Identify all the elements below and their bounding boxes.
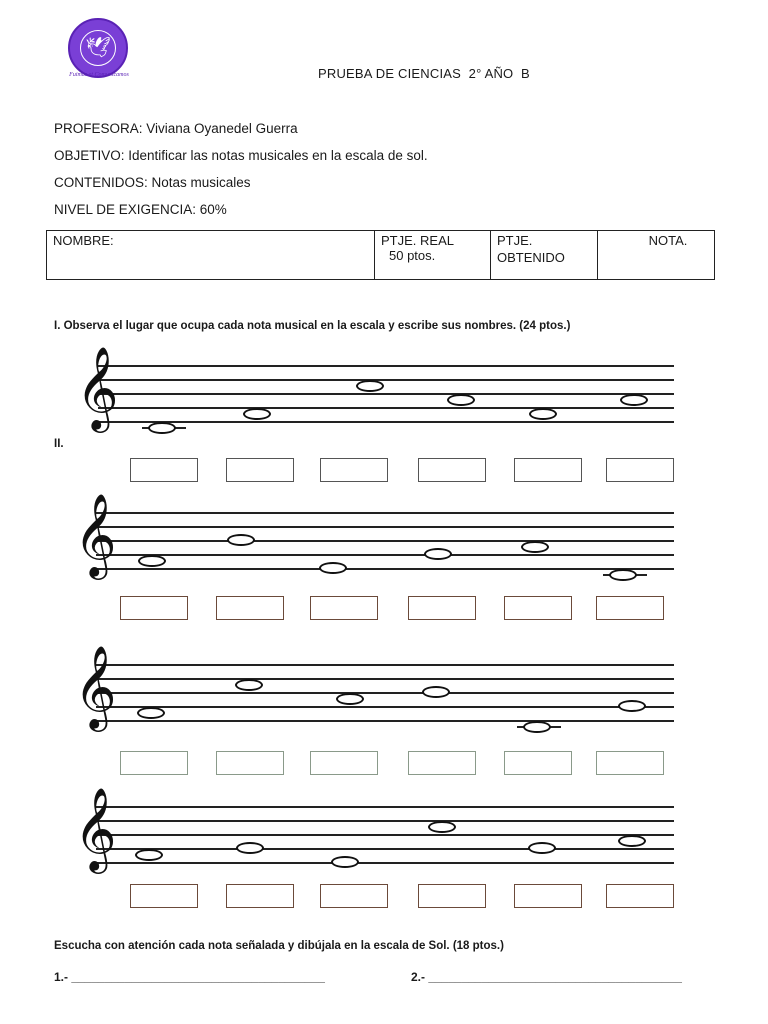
whole-note — [428, 821, 456, 833]
staff-line — [96, 706, 674, 708]
whole-note — [528, 842, 556, 854]
staff-line — [96, 692, 674, 694]
school-logo — [68, 18, 128, 78]
note-answer-box[interactable] — [130, 458, 198, 482]
grade-label: NOTA. — [648, 233, 688, 248]
whole-note — [424, 548, 452, 560]
whole-note — [529, 408, 557, 420]
note-answer-box[interactable] — [320, 458, 388, 482]
note-answer-box[interactable] — [606, 458, 674, 482]
whole-note — [356, 380, 384, 392]
staff-line — [96, 720, 674, 722]
page-title: PRUEBA DE CIENCIAS 2° AÑO B — [318, 66, 530, 81]
whole-note — [618, 700, 646, 712]
staff-line — [96, 568, 674, 570]
whole-note — [447, 394, 475, 406]
whole-note — [336, 693, 364, 705]
note-answer-box[interactable] — [120, 596, 188, 620]
student-info-table — [46, 230, 715, 280]
treble-clef-icon: 𝄞 — [74, 786, 117, 870]
name-cell[interactable] — [47, 231, 375, 280]
whole-note — [135, 849, 163, 861]
note-answer-box[interactable] — [606, 884, 674, 908]
grade-cell[interactable] — [598, 231, 715, 280]
whole-note — [235, 679, 263, 691]
name-label: NOMBRE: — [53, 233, 114, 248]
section-2-instruction: Escucha con atención cada nota señalada y dibújala en la escala de Sol. (18 ptos.) — [54, 940, 504, 952]
whole-note — [148, 422, 176, 434]
treble-clef-icon: 𝄞 — [74, 644, 117, 728]
whole-note — [227, 534, 255, 546]
staff-line — [96, 678, 674, 680]
note-answer-box[interactable] — [418, 884, 486, 908]
section-1-instruction: I. Observa el lugar que ocupa cada nota musical en la escala y escribe sus nombres. (24 ptos.) — [54, 320, 571, 332]
whole-note — [236, 842, 264, 854]
staff-line — [96, 540, 674, 542]
whole-note — [422, 686, 450, 698]
logo-motto: Fuimus et Comunicamos — [69, 72, 129, 78]
whole-note — [243, 408, 271, 420]
real-score-value: 50 ptos. — [389, 248, 436, 263]
staff-line — [98, 393, 674, 395]
note-answer-box[interactable] — [596, 751, 664, 775]
note-answer-box[interactable] — [216, 596, 284, 620]
obtained-score-cell[interactable] — [491, 231, 598, 280]
requirement-line: NIVEL DE EXIGENCIA: 60% — [54, 202, 227, 217]
note-answer-box[interactable] — [310, 751, 378, 775]
note-answer-box[interactable] — [226, 458, 294, 482]
note-answer-box[interactable] — [226, 884, 294, 908]
staff-line — [96, 512, 674, 514]
note-answer-box[interactable] — [514, 458, 582, 482]
staff-line — [98, 421, 674, 423]
note-answer-box[interactable] — [504, 751, 572, 775]
answer-line-1[interactable]: 1.- ______________________________________ — [54, 970, 325, 984]
logo-ring — [80, 30, 116, 66]
note-answer-box[interactable] — [418, 458, 486, 482]
whole-note — [521, 541, 549, 553]
staff-line — [98, 379, 674, 381]
whole-note — [138, 555, 166, 567]
answer-line-2[interactable]: 2.- ______________________________________ — [411, 970, 682, 984]
real-score-cell — [375, 231, 491, 280]
whole-note — [331, 856, 359, 868]
note-answer-box[interactable] — [596, 596, 664, 620]
treble-clef-icon: 𝄞 — [74, 492, 117, 576]
obtained-score-label-2: OBTENIDO — [497, 250, 565, 265]
staff-line — [96, 820, 674, 822]
staff-line — [98, 365, 674, 367]
note-answer-box[interactable] — [320, 884, 388, 908]
staff-line — [96, 806, 674, 808]
section-2-marker: II. — [54, 438, 64, 450]
contents-line: CONTENIDOS: Notas musicales — [54, 175, 251, 190]
whole-note — [620, 394, 648, 406]
staff-line — [96, 554, 674, 556]
note-answer-box[interactable] — [130, 884, 198, 908]
whole-note — [523, 721, 551, 733]
staff-line — [96, 834, 674, 836]
whole-note — [609, 569, 637, 581]
note-answer-box[interactable] — [514, 884, 582, 908]
objective-line: OBJETIVO: Identificar las notas musicales en la escala de sol. — [54, 148, 428, 163]
note-answer-box[interactable] — [504, 596, 572, 620]
staff-line — [96, 848, 674, 850]
note-answer-box[interactable] — [310, 596, 378, 620]
note-answer-box[interactable] — [120, 751, 188, 775]
teacher-line: PROFESORA: Viviana Oyanedel Guerra — [54, 121, 298, 136]
treble-clef-icon: 𝄞 — [76, 345, 119, 429]
whole-note — [618, 835, 646, 847]
real-score-label: PTJE. REAL — [381, 233, 454, 248]
staff-line — [96, 664, 674, 666]
whole-note — [137, 707, 165, 719]
obtained-score-label-1: PTJE. — [497, 233, 533, 248]
staff-line — [96, 862, 674, 864]
dove-icon: 🕊 — [85, 35, 111, 59]
note-answer-box[interactable] — [216, 751, 284, 775]
note-answer-box[interactable] — [408, 751, 476, 775]
whole-note — [319, 562, 347, 574]
staff-line — [96, 526, 674, 528]
note-answer-box[interactable] — [408, 596, 476, 620]
staff-line — [98, 407, 674, 409]
